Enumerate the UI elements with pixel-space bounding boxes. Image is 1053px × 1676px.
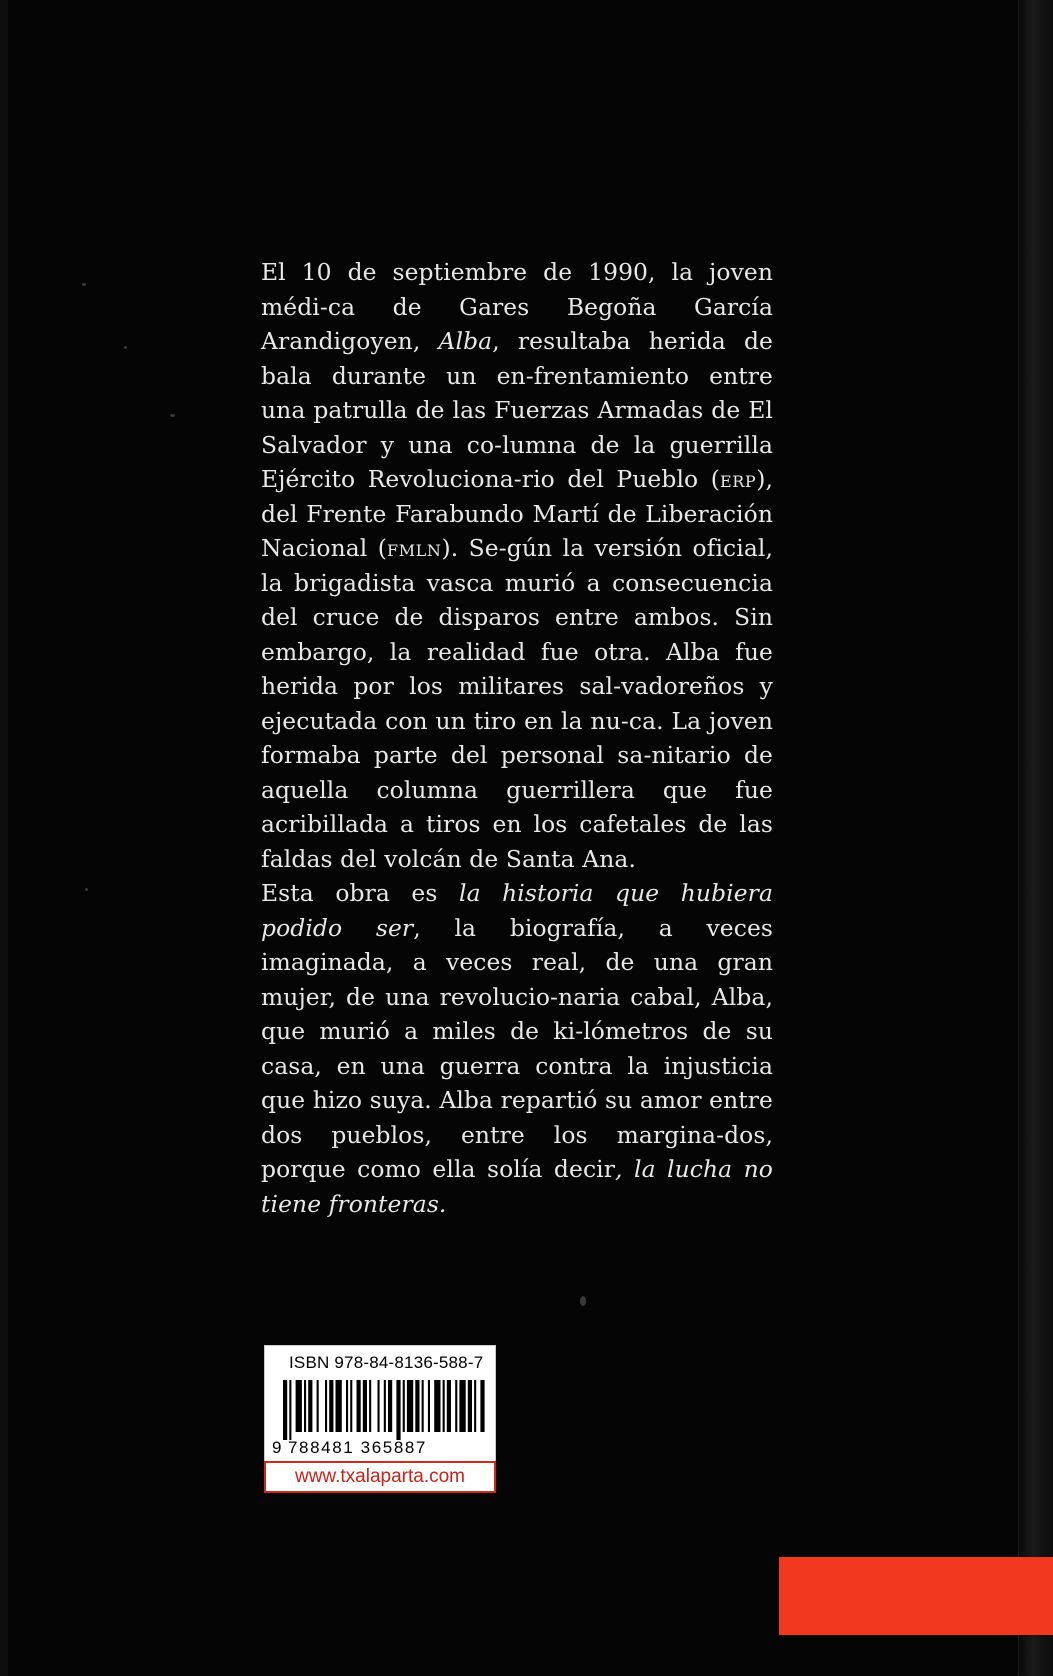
acronym-erp: erp — [719, 465, 757, 493]
blurb-italic-phrase: la historia que hubiera podido ser — [261, 879, 774, 942]
barcode-bar — [329, 1380, 333, 1432]
barcode-bar — [474, 1380, 476, 1432]
blurb-italic-quote: , la lucha no tiene fronteras. — [261, 1155, 773, 1218]
barcode-bar — [289, 1380, 291, 1440]
barcode-bar — [468, 1380, 472, 1432]
back-cover-blurb — [261, 255, 773, 1221]
barcode-bar — [455, 1380, 457, 1432]
barcode-bar — [325, 1380, 327, 1432]
barcode-bar — [415, 1380, 419, 1432]
publisher-url: www.txalaparta.com — [264, 1461, 496, 1493]
barcode-bar — [384, 1380, 386, 1432]
barcode-bar — [443, 1380, 445, 1432]
barcode-bar — [357, 1380, 361, 1432]
barcode-bar — [304, 1380, 306, 1432]
barcode-bar — [447, 1380, 451, 1432]
barcode-bar — [428, 1380, 430, 1432]
barcode-bar — [296, 1380, 302, 1432]
blurb-paragraph-1 — [261, 255, 773, 876]
barcode-bar — [480, 1380, 484, 1432]
barcode-bar — [422, 1380, 424, 1432]
dust-speck — [580, 1296, 586, 1306]
barcode-digits — [272, 1438, 490, 1458]
barcode-bar — [308, 1380, 312, 1432]
blurb-text: , resultaba herida de bala durante un en-frentamiento entre una patrulla de las Fuerzas Armadas de El Salvador y una co-lumna de la guerrilla Ejército Revoluciona-rio del Pueblo ( — [261, 327, 774, 493]
blurb-text: ), del Frente Farabundo Martí de Liberación Nacional ( — [261, 465, 773, 562]
dust-speck — [85, 888, 88, 891]
barcode-bar — [363, 1380, 367, 1432]
cover-left-edge — [0, 0, 8, 1676]
barcode-bar — [396, 1380, 400, 1440]
barcode-bar — [369, 1380, 371, 1432]
isbn-barcode — [264, 1345, 496, 1480]
dust-speck — [170, 414, 175, 417]
blurb-paragraph-2 — [261, 876, 773, 1221]
barcode-bar — [459, 1380, 465, 1432]
barcode-bar — [388, 1380, 392, 1432]
spine-edge — [1018, 0, 1053, 1676]
barcode-first-digit: 9 — [272, 1438, 284, 1457]
barcode-bar — [407, 1380, 413, 1432]
red-color-tab — [779, 1557, 1053, 1635]
dust-speck — [82, 283, 86, 286]
blurb-text: ). Se-gún la versión oficial, la brigadista vasca murió a consecuencia del cruce de disparos entre ambos. Sin embargo, la realidad fue otra. Alba fue herida por los militares sal-vadoreños y ejecutada con un tiro en la nu-ca. La joven formaba parte del personal sa-nitario de aquella columna guerrillera que fue acribillada a tiros en los cafetales de las faldas del volcán de Santa Ana. — [261, 534, 773, 873]
barcode-bars — [277, 1380, 485, 1440]
blurb-text: Esta obra es — [261, 879, 459, 907]
barcode-digit-groups: 788481 365887 — [288, 1438, 427, 1457]
isbn-label: ISBN 978-84-8136-588-7 — [289, 1353, 484, 1372]
barcode-bar — [336, 1380, 342, 1432]
barcode-bar — [283, 1380, 287, 1440]
barcode-bar — [346, 1380, 348, 1432]
barcode-bar — [317, 1380, 319, 1432]
dust-speck — [124, 346, 127, 349]
barcode-bar — [434, 1380, 440, 1432]
barcode-bar — [378, 1380, 380, 1432]
blurb-text: El 10 de septiembre de 1990, la joven médi-ca de Gares Begoña García Arandigoyen, — [261, 258, 773, 355]
acronym-fmln: fmln — [387, 534, 442, 562]
blurb-italic-name: Alba — [438, 327, 493, 355]
barcode-bar — [350, 1380, 352, 1432]
barcode-bar — [403, 1380, 405, 1432]
blurb-text: , la biografía, a veces imaginada, a veces real, de una gran mujer, de una revolucio-naria cabal, Alba, que murió a miles de ki-lómetros de su casa, en una guerra contra la injusticia que hizo suya. Alba repartió su amor entre dos pueblos, entre los margina-dos, porque como ella solía decir — [261, 913, 773, 1183]
